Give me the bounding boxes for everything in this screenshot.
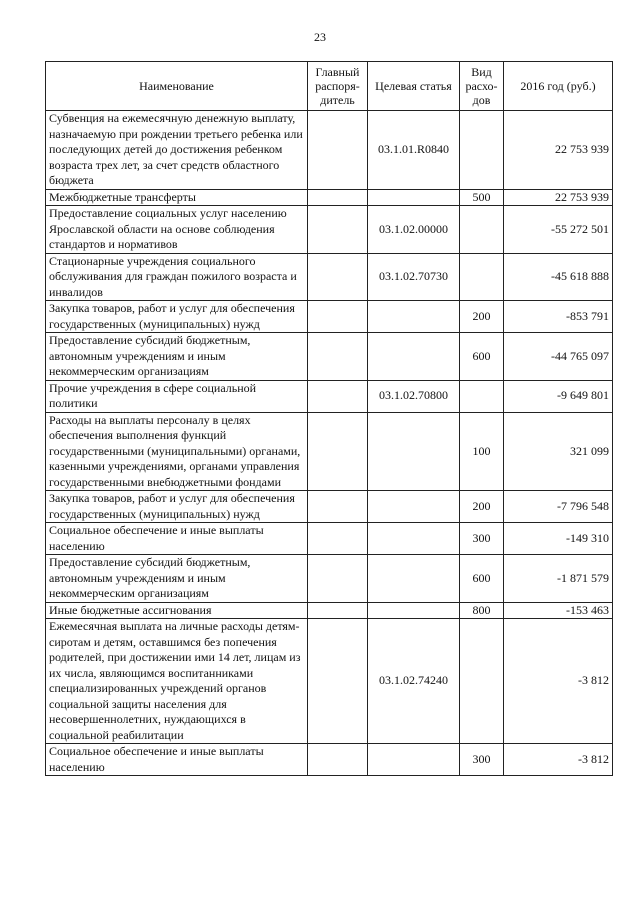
page-number: 23 <box>314 30 326 44</box>
row-amount-cell: 22 753 939 <box>504 111 613 190</box>
row-target-cell <box>368 189 460 206</box>
row-amount-cell: -7 796 548 <box>504 491 613 523</box>
row-name-cell: Ежемесячная выплата на личные расходы детям-сиротам и детям, оставшимся без попечения родителей, при достижении ими 14 лет, лицам из их числа, являющимся воспитанниками специализированных учреждений органов социальной защиты населения для несовершеннолетних, нуждающихся в социальной реабилитации <box>46 619 308 744</box>
table-row <box>46 555 613 603</box>
row-amount-cell: -45 618 888 <box>504 253 613 301</box>
row-admin-cell <box>308 602 368 619</box>
row-amount-cell: 22 753 939 <box>504 189 613 206</box>
table-row <box>46 111 613 190</box>
header-target: Целевая статья <box>368 62 460 111</box>
table-row <box>46 380 613 412</box>
row-target-cell <box>368 491 460 523</box>
row-amount-cell: -149 310 <box>504 523 613 555</box>
header-kind: Вид расхо-дов <box>460 62 504 111</box>
table-header-row <box>46 62 613 111</box>
table-row <box>46 619 613 744</box>
row-target-cell: 03.1.02.70730 <box>368 253 460 301</box>
row-amount-cell: -1 871 579 <box>504 555 613 603</box>
row-kind-cell <box>460 619 504 744</box>
row-kind-cell: 200 <box>460 491 504 523</box>
row-target-cell <box>368 523 460 555</box>
row-amount-cell: -153 463 <box>504 602 613 619</box>
row-admin-cell <box>308 744 368 776</box>
table-row <box>46 491 613 523</box>
row-admin-cell <box>308 619 368 744</box>
row-name-cell: Предоставление субсидий бюджетным, автономным учреждениям и иным некоммерческим организациям <box>46 333 308 381</box>
row-target-cell: 03.1.02.70800 <box>368 380 460 412</box>
row-admin-cell <box>308 301 368 333</box>
row-target-cell <box>368 333 460 381</box>
row-admin-cell <box>308 333 368 381</box>
row-amount-cell: -44 765 097 <box>504 333 613 381</box>
row-admin-cell <box>308 206 368 254</box>
row-admin-cell <box>308 380 368 412</box>
budget-table <box>45 61 613 776</box>
table-row <box>46 333 613 381</box>
row-amount-cell: -3 812 <box>504 619 613 744</box>
row-target-cell: 03.1.02.74240 <box>368 619 460 744</box>
row-admin-cell <box>308 491 368 523</box>
row-target-cell <box>368 412 460 491</box>
table-row <box>46 253 613 301</box>
row-kind-cell: 200 <box>460 301 504 333</box>
row-target-cell <box>368 602 460 619</box>
row-name-cell: Расходы на выплаты персоналу в целях обеспечения выполнения функций государственными (муниципальными) органами, казенными учреждениями, органами управления государственными внебюджетными фондами <box>46 412 308 491</box>
row-amount-cell: -55 272 501 <box>504 206 613 254</box>
row-amount-cell: -9 649 801 <box>504 380 613 412</box>
row-name-cell: Закупка товаров, работ и услуг для обеспечения государственных (муниципальных) нужд <box>46 301 308 333</box>
row-name-cell: Прочие учреждения в сфере социальной политики <box>46 380 308 412</box>
table-row <box>46 602 613 619</box>
header-admin: Главный распоря-дитель <box>308 62 368 111</box>
row-admin-cell <box>308 189 368 206</box>
row-name-cell: Предоставление социальных услуг населению Ярославской области на основе соблюдения стандартов и нормативов <box>46 206 308 254</box>
row-target-cell: 03.1.02.00000 <box>368 206 460 254</box>
row-name-cell: Социальное обеспечение и иные выплаты населению <box>46 523 308 555</box>
row-kind-cell <box>460 253 504 301</box>
row-kind-cell <box>460 206 504 254</box>
table-row <box>46 744 613 776</box>
row-kind-cell: 500 <box>460 189 504 206</box>
table-row <box>46 523 613 555</box>
row-kind-cell: 300 <box>460 744 504 776</box>
table-row <box>46 189 613 206</box>
row-name-cell: Стационарные учреждения социального обслуживания для граждан пожилого возраста и инвалидов <box>46 253 308 301</box>
row-name-cell: Закупка товаров, работ и услуг для обеспечения государственных (муниципальных) нужд <box>46 491 308 523</box>
row-kind-cell <box>460 380 504 412</box>
row-target-cell <box>368 744 460 776</box>
header-amount: 2016 год (руб.) <box>504 62 613 111</box>
row-kind-cell: 300 <box>460 523 504 555</box>
row-amount-cell: 321 099 <box>504 412 613 491</box>
row-target-cell <box>368 555 460 603</box>
row-admin-cell <box>308 253 368 301</box>
row-admin-cell <box>308 555 368 603</box>
row-target-cell <box>368 301 460 333</box>
header-name: Наименование <box>46 62 308 111</box>
table-body <box>46 111 613 776</box>
row-amount-cell: -3 812 <box>504 744 613 776</box>
row-name-cell: Межбюджетные трансферты <box>46 189 308 206</box>
table-row <box>46 206 613 254</box>
row-target-cell: 03.1.01.R0840 <box>368 111 460 190</box>
row-admin-cell <box>308 412 368 491</box>
row-amount-cell: -853 791 <box>504 301 613 333</box>
row-kind-cell: 600 <box>460 333 504 381</box>
row-kind-cell: 600 <box>460 555 504 603</box>
row-name-cell: Субвенция на ежемесячную денежную выплату, назначаемую при рождении третьего ребенка или последующих детей до достижения ребенком возраста трех лет, за счет средств областного бюджета <box>46 111 308 190</box>
row-kind-cell: 800 <box>460 602 504 619</box>
row-name-cell: Социальное обеспечение и иные выплаты населению <box>46 744 308 776</box>
row-kind-cell <box>460 111 504 190</box>
row-admin-cell <box>308 111 368 190</box>
table-row <box>46 301 613 333</box>
row-kind-cell: 100 <box>460 412 504 491</box>
table-row <box>46 412 613 491</box>
row-name-cell: Предоставление субсидий бюджетным, автономным учреждениям и иным некоммерческим организациям <box>46 555 308 603</box>
row-admin-cell <box>308 523 368 555</box>
row-name-cell: Иные бюджетные ассигнования <box>46 602 308 619</box>
